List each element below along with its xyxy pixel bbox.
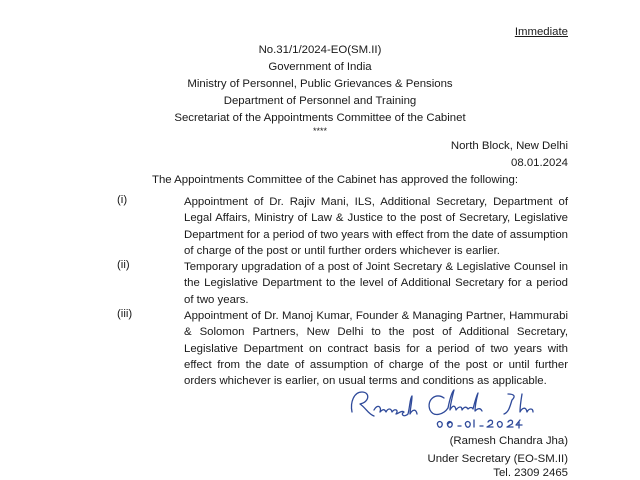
file-number: No.31/1/2024-EO(SM.II) [258,44,382,56]
signatory-telephone: Tel. 2309 2465 [493,467,568,479]
secretariat-name: Secretariat of the Appointments Committee of the Cabinet [174,112,466,124]
place: North Block, New Delhi [450,140,568,152]
government-name: Government of India [268,61,372,73]
issue-date: 08.01.2024 [510,157,568,169]
intro-text: The Appointments Committee of the Cabinet has approved the following: [152,174,518,186]
signatory-designation: Under Secretary (EO-SM.II) [427,453,568,465]
item-text: Temporary upgradation of a post of Joint Secretary & Legislative Counsel in the Legislative Department to the level of Additional Secretary for a period of two years. [184,261,568,306]
priority-label: Immediate [514,26,568,38]
item-numeral: (ii) [117,259,130,271]
header-separator: **** [312,126,327,136]
item-text: Appointment of Dr. Manoj Kumar, Founder & Managing Partner, Hammurabi & Solomon Partners, New Delhi to the post of Additional Secretary, Legislative Department on contract basis for a period of two years with effect from the date of assumption of charge of the post or until further orders whichever is earlier, on usual terms and conditions as applicable. [184,310,568,388]
item-numeral: (iii) [117,308,133,320]
ministry-name: Ministry of Personnel, Public Grievances & Pensions [187,78,453,90]
handwritten-signature [340,382,580,438]
item-numeral: (i) [117,194,128,206]
signatory-name: (Ramesh Chandra Jha) [449,435,568,447]
item-text: Appointment of Dr. Rajiv Mani, ILS, Additional Secretary, Department of Legal Affairs, Ministry of Law & Justice to the post of Secretary, Legislative Department for a period of two years with effect from the date of assumption of charge of the post or until further orders whichever is earlier. [184,196,568,257]
department-name: Department of Personnel and Training [223,95,417,107]
